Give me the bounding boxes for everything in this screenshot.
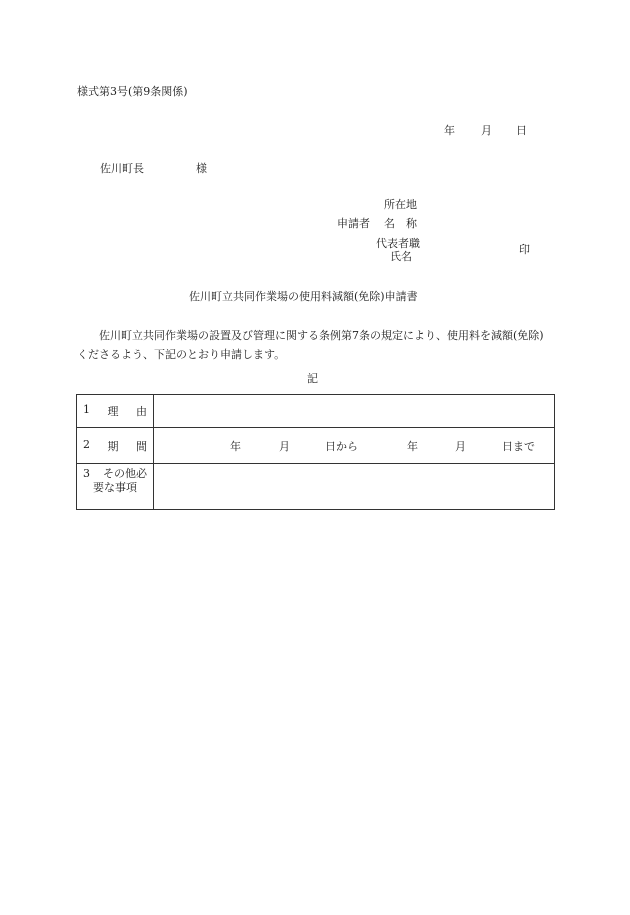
applicant-rep-name-label: 氏名: [390, 250, 412, 263]
reason-label-cell: [77, 395, 154, 428]
reason-field[interactable]: [154, 395, 555, 428]
applicant-name-label: 名 称: [384, 217, 417, 230]
seal-mark-label: 印: [519, 243, 530, 256]
period-label-cell: [77, 428, 154, 464]
period-from-year: 年: [230, 440, 241, 453]
period-from-day: 日から: [325, 440, 358, 453]
form-number: 様式第3号(第9条関係): [77, 85, 188, 98]
document-title: 佐川町立共同作業場の使用料減額(免除)申請書: [189, 290, 418, 303]
addressee-name: 佐川町長: [100, 162, 144, 175]
period-to-year: 年: [407, 440, 418, 453]
period-field[interactable]: [154, 428, 555, 464]
applicant-group-label: 申請者: [337, 217, 370, 230]
other-field[interactable]: [154, 464, 555, 510]
period-to-month: 月: [455, 440, 466, 453]
period-label-b: 間: [136, 439, 147, 453]
applicant-rep-title-label: 代表者職: [376, 237, 420, 250]
row-number: 1: [83, 403, 90, 416]
period-to-day: 日まで: [502, 440, 535, 453]
table-row-period: [77, 428, 555, 464]
table-row-reason: [77, 395, 555, 428]
date-day-label: 日: [516, 124, 527, 137]
body-paragraph: 佐川町立共同作業場の設置及び管理に関する条例第7条の規定により、使用料を減額(免除)くださるよう、下記のとおり申請します。: [77, 329, 544, 361]
ki-heading: 記: [307, 372, 318, 385]
table-row-other: [77, 464, 555, 510]
other-label-line2: 要な事項: [93, 480, 137, 494]
other-label-line1: その他必: [103, 466, 147, 480]
other-label-cell: [77, 464, 154, 510]
reason-label-b: 由: [136, 405, 147, 418]
reason-label-a: 理: [107, 405, 119, 418]
details-table: [76, 394, 555, 510]
applicant-address-label: 所在地: [384, 198, 417, 211]
row-number: 2: [83, 437, 90, 451]
period-from-month: 月: [279, 440, 290, 453]
period-label-a: 期: [107, 439, 119, 453]
row-number: 3: [83, 466, 90, 480]
date-month-label: 月: [481, 124, 492, 137]
addressee-honorific: 様: [196, 162, 207, 175]
date-year-label: 年: [444, 124, 455, 137]
